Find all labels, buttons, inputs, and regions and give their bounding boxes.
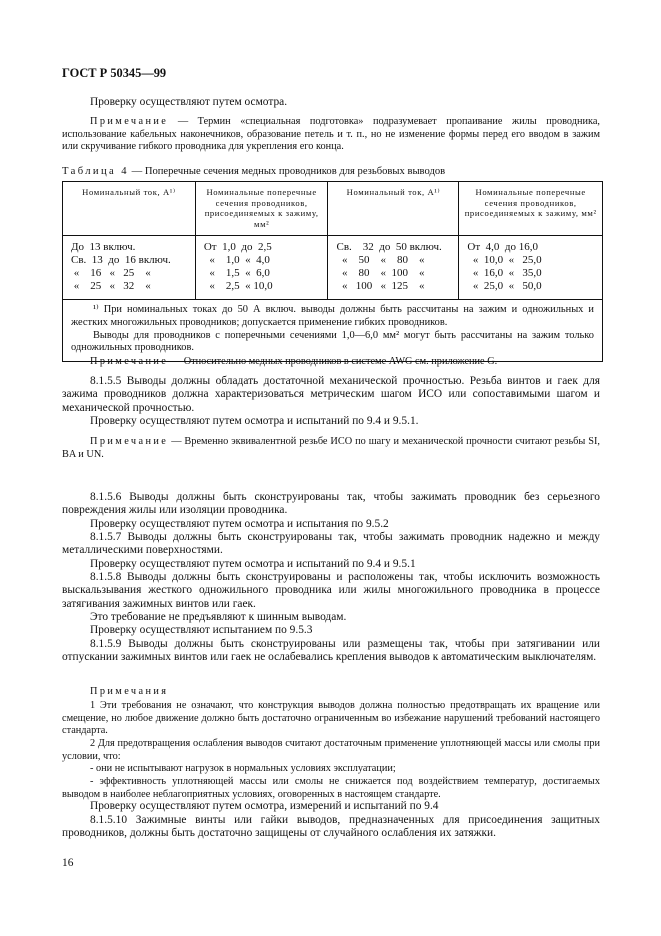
column-rated-current-1: [63, 236, 196, 300]
table-cell: Св. 32 до 50 включ.: [336, 241, 442, 254]
note-bullet-2: - эффективность уплотняющей массы или смолы не снижается под воздействием температур, достигаемых выводом в наиболее неблагоприятных условиях, оговоренных в настоящем стандарте.: [62, 776, 600, 800]
table-cell: « 16,0 « 35,0: [467, 267, 542, 280]
paragraph-8-1-5-7: 8.1.5.7 Выводы должны быть сконструированы так, чтобы зажимать проводник надежно и между металлическими поверхностями.: [62, 531, 600, 557]
paragraph-check-9-5-2: Проверку осуществляют путем осмотра и испытания по 9.5.2: [90, 518, 389, 530]
column-rated-current-2: [328, 236, 459, 300]
paragraph-check-9-5-3: Проверку осуществляют испытанием по 9.5.3: [90, 624, 313, 636]
table-cell: « 25 « 32 «: [71, 280, 151, 293]
page-number: 16: [62, 857, 74, 869]
note-label: Примечание: [90, 356, 169, 367]
table-caption: [62, 166, 445, 177]
paragraph-check-9-4-9-5-1b: Проверку осуществляют путем осмотра и испытаний по 9.4 и 9.5.1: [90, 558, 416, 570]
paragraph-8-1-5-5: 8.1.5.5 Выводы должны обладать достаточной механической прочностью. Резьба винтов и гаек для зажима проводников должна характеризоваться метрическим шагом ИСО или сопоставимыми шагом и механической прочностью.: [62, 375, 600, 414]
column-cross-section-1: [195, 236, 328, 300]
note-label: Примечание: [90, 116, 169, 127]
footnote-single-wire: Выводы для проводников с поперечными сечениями 1,0—6,0 мм² могут быть рассчитаны на зажим только одножильных проводников.: [71, 329, 594, 354]
table-cell: До 13 включ.: [71, 241, 136, 254]
paragraph-8-1-5-9: 8.1.5.9 Выводы должны быть сконструированы или размещены так, чтобы при затягивании или отпускании зажимных винтов или гаек не ослабевались крепления выводов к автоматическим выключателям.: [62, 638, 600, 664]
table-caption-label: Таблица 4: [62, 166, 129, 177]
note-label: Примечание: [90, 436, 169, 447]
table-cell: « 25,0 « 50,0: [467, 280, 542, 293]
table-cell: « 1,5 « 6,0: [203, 267, 270, 280]
notes-heading: [62, 686, 600, 699]
note-text: — Временно эквивалентной резьбе ИСО по шагу и механической прочности считают резьбы SI, BA и UN.: [62, 436, 600, 460]
table-cell: « 100 « 125 «: [336, 280, 425, 293]
note-text: — Термин «специальная подготовка» подразумевает пропаивание жилы проводника, использование кабельных наконечников, образование петель и т. п., но не изменение формы перед его вводом в зажим или скручивание гибкого проводника для укрепления его конца.: [62, 116, 600, 153]
header-rated-current-1: Номинальный ток, A¹⁾: [63, 182, 196, 236]
paragraph-inspection: Проверку осуществляют путем осмотра.: [90, 96, 288, 108]
note-item-1: 1 Эти требования не означают, что конструкция выводов должна полностью предотвращать их вращение или смещение, но любое движение должно быть достаточно ограниченным во избежание нарушений требований настоящего стандарта.: [62, 700, 600, 737]
note-iso-thread: [62, 436, 600, 461]
document-header: ГОСТ Р 50345—99: [62, 66, 167, 80]
note-item-2: 2 Для предотвращения ослабления выводов считают достаточным применение уплотняющей массы или смолы при условии, что:: [62, 738, 600, 762]
table-data-row: [63, 236, 603, 300]
paragraph-busbar-exception: Это требование не предъявляют к шинным выводам.: [90, 611, 347, 623]
note-awg: [62, 356, 600, 369]
header-cross-section-2: Номинальные поперечные сечения проводников, присоединяемых к зажиму, мм²: [459, 182, 603, 236]
paragraph-check-9-4-9-5-1: Проверку осуществляют путем осмотра и испытаний по 9.4 и 9.5.1.: [90, 415, 419, 427]
table-cell: « 2,5 « 10,0: [203, 280, 273, 293]
table-4-conductor-sections: [62, 181, 603, 362]
table-cell: От 4,0 до 16,0: [467, 241, 538, 254]
table-cell: Св. 13 до 16 включ.: [71, 254, 171, 267]
table-cell: « 80 « 100 «: [336, 267, 425, 280]
paragraph-check-9-4: Проверку осуществляют путем осмотра, измерений и испытаний по 9.4: [90, 800, 439, 812]
header-rated-current-2: Номинальный ток, A¹⁾: [328, 182, 459, 236]
table-cell: « 10,0 « 25,0: [467, 254, 542, 267]
footnote-rated-current: ¹⁾ При номинальных токах до 50 А включ. выводы должны быть рассчитаны на зажим и одножильных и жестких многожильных проводников; допускается применение гибких проводников.: [71, 304, 594, 328]
table-header-row: [63, 182, 603, 236]
notes-label: Примечания: [90, 686, 169, 697]
table-cell: « 16 « 25 «: [71, 267, 151, 280]
note-bullet-1: - они не испытывают нагрузок в нормальных условиях эксплуатации;: [90, 763, 396, 774]
table-caption-text: — Поперечные сечения медных проводников для резьбовых выводов: [128, 166, 446, 177]
table-footnote-row: [63, 300, 603, 361]
paragraph-8-1-5-6: 8.1.5.6 Выводы должны быть сконструированы так, чтобы зажимать проводник без серьезного повреждения жилы или изоляции проводника.: [62, 491, 600, 517]
paragraph-8-1-5-10: 8.1.5.10 Зажимные винты или гайки выводов, предназначенных для присоединения защитных проводников, должны быть достаточно защищены от случайного ослабления их затяжки.: [62, 814, 600, 840]
column-cross-section-2: [459, 236, 603, 300]
note-text: — Относительно медных проводников в системе AWG см. приложение G.: [168, 356, 498, 367]
table-cell: « 1,0 « 4,0: [203, 254, 270, 267]
header-cross-section-1: Номинальные поперечные сечения проводников, присоединяемых к зажиму, мм²: [195, 182, 328, 236]
note-special-preparation: [62, 116, 600, 154]
paragraph-8-1-5-8: 8.1.5.8 Выводы должны быть сконструированы и расположены так, чтобы исключить возможность выскальзывания жесткого одножильного проводника или жилы многожильного проводника в процессе затягивания зажимных винтов или гаек.: [62, 571, 600, 610]
table-footnote: [63, 300, 603, 361]
table-cell: « 50 « 80 «: [336, 254, 425, 267]
table-cell: От 1,0 до 2,5: [203, 241, 272, 254]
